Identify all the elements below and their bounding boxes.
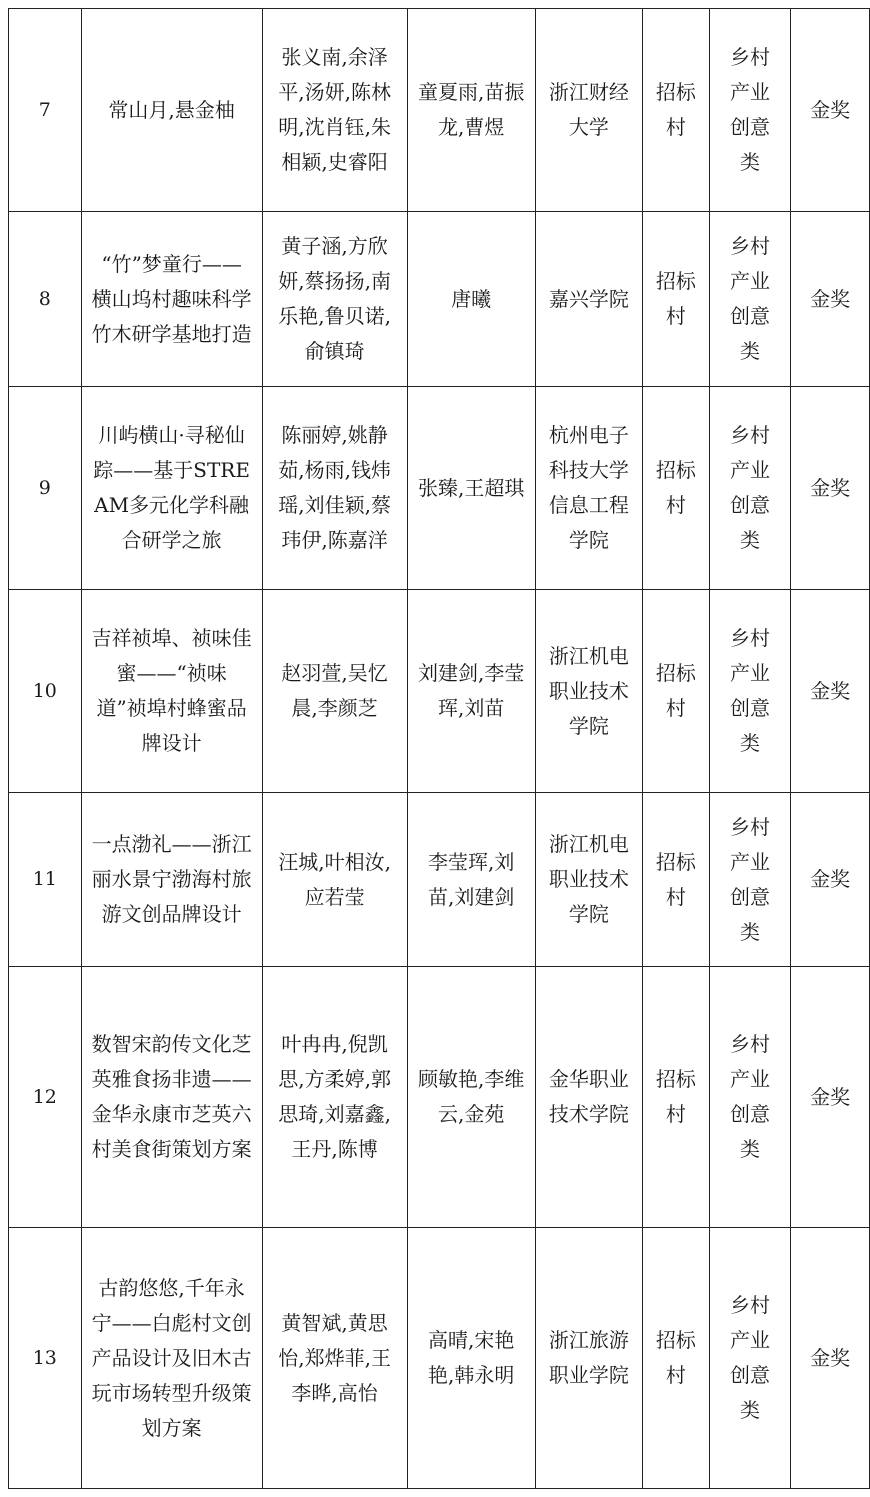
village: 招标村 bbox=[643, 9, 710, 212]
school: 浙江财经大学 bbox=[535, 9, 642, 212]
team-members: 陈丽婷,姚静茹,杨雨,钱炜瑶,刘佳颖,蔡玮伊,陈嘉洋 bbox=[262, 387, 407, 590]
project-name: 川屿横山·寻秘仙踪——基于STREAM多元化学科融合研学之旅 bbox=[81, 387, 262, 590]
row-number: 7 bbox=[9, 9, 82, 212]
team-members: 赵羽萱,吴忆晨,李颜芝 bbox=[262, 590, 407, 793]
award-table bbox=[8, 8, 870, 1489]
table-row bbox=[9, 387, 870, 590]
award: 金奖 bbox=[791, 387, 870, 590]
project-name: 常山月,悬金柚 bbox=[81, 9, 262, 212]
award: 金奖 bbox=[791, 590, 870, 793]
project-name: 古韵悠悠,千年永宁——白彪村文创产品设计及旧木古玩市场转型升级策划方案 bbox=[81, 1228, 262, 1489]
award: 金奖 bbox=[791, 1228, 870, 1489]
project-name: “竹”梦童行——横山坞村趣味科学竹木研学基地打造 bbox=[81, 212, 262, 387]
school: 嘉兴学院 bbox=[535, 212, 642, 387]
project-name: 数智宋韵传文化芝英雅食扬非遗——金华永康市芝英六村美食街策划方案 bbox=[81, 967, 262, 1228]
team-members: 黄子涵,方欣妍,蔡扬扬,南乐艳,鲁贝诺,俞镇琦 bbox=[262, 212, 407, 387]
village: 招标村 bbox=[643, 793, 710, 967]
village: 招标村 bbox=[643, 967, 710, 1228]
row-number: 12 bbox=[9, 967, 82, 1228]
award: 金奖 bbox=[791, 967, 870, 1228]
team-members: 汪城,叶相汝,应若莹 bbox=[262, 793, 407, 967]
team-members: 黄智斌,黄思怡,郑烨菲,王李晔,高怡 bbox=[262, 1228, 407, 1489]
advisors: 刘建剑,李莹珲,刘苗 bbox=[407, 590, 535, 793]
village: 招标村 bbox=[643, 387, 710, 590]
team-members: 张义南,余泽平,汤妍,陈林明,沈肖钰,朱相颖,史睿阳 bbox=[262, 9, 407, 212]
table-row bbox=[9, 793, 870, 967]
row-number: 8 bbox=[9, 212, 82, 387]
school: 杭州电子科技大学信息工程学院 bbox=[535, 387, 642, 590]
table-row bbox=[9, 9, 870, 212]
row-number: 13 bbox=[9, 1228, 82, 1489]
school: 金华职业技术学院 bbox=[535, 967, 642, 1228]
school: 浙江机电职业技术学院 bbox=[535, 793, 642, 967]
category: 乡村 产业 创意 类 bbox=[709, 590, 791, 793]
award: 金奖 bbox=[791, 9, 870, 212]
advisors: 张臻,王超琪 bbox=[407, 387, 535, 590]
category: 乡村 产业 创意 类 bbox=[709, 967, 791, 1228]
village: 招标村 bbox=[643, 590, 710, 793]
school: 浙江旅游职业学院 bbox=[535, 1228, 642, 1489]
table-row bbox=[9, 1228, 870, 1489]
advisors: 童夏雨,苗振龙,曹煜 bbox=[407, 9, 535, 212]
table-row bbox=[9, 967, 870, 1228]
row-number: 10 bbox=[9, 590, 82, 793]
award: 金奖 bbox=[791, 793, 870, 967]
table-row bbox=[9, 590, 870, 793]
row-number: 11 bbox=[9, 793, 82, 967]
advisors: 顾敏艳,李维云,金苑 bbox=[407, 967, 535, 1228]
advisors: 李莹珲,刘苗,刘建剑 bbox=[407, 793, 535, 967]
advisors: 高晴,宋艳艳,韩永明 bbox=[407, 1228, 535, 1489]
category: 乡村 产业 创意 类 bbox=[709, 212, 791, 387]
village: 招标村 bbox=[643, 212, 710, 387]
village: 招标村 bbox=[643, 1228, 710, 1489]
table-row bbox=[9, 212, 870, 387]
row-number: 9 bbox=[9, 387, 82, 590]
award: 金奖 bbox=[791, 212, 870, 387]
project-name: 吉祥祯埠、祯味佳蜜——“祯味道”祯埠村蜂蜜品牌设计 bbox=[81, 590, 262, 793]
category: 乡村 产业 创意 类 bbox=[709, 387, 791, 590]
school: 浙江机电职业技术学院 bbox=[535, 590, 642, 793]
advisors: 唐曦 bbox=[407, 212, 535, 387]
category: 乡村 产业 创意 类 bbox=[709, 793, 791, 967]
team-members: 叶冉冉,倪凯思,方柔婷,郭思琦,刘嘉鑫,王丹,陈博 bbox=[262, 967, 407, 1228]
project-name: 一点渤礼——浙江丽水景宁渤海村旅游文创品牌设计 bbox=[81, 793, 262, 967]
category: 乡村 产业 创意 类 bbox=[709, 1228, 791, 1489]
category: 乡村 产业 创意 类 bbox=[709, 9, 791, 212]
